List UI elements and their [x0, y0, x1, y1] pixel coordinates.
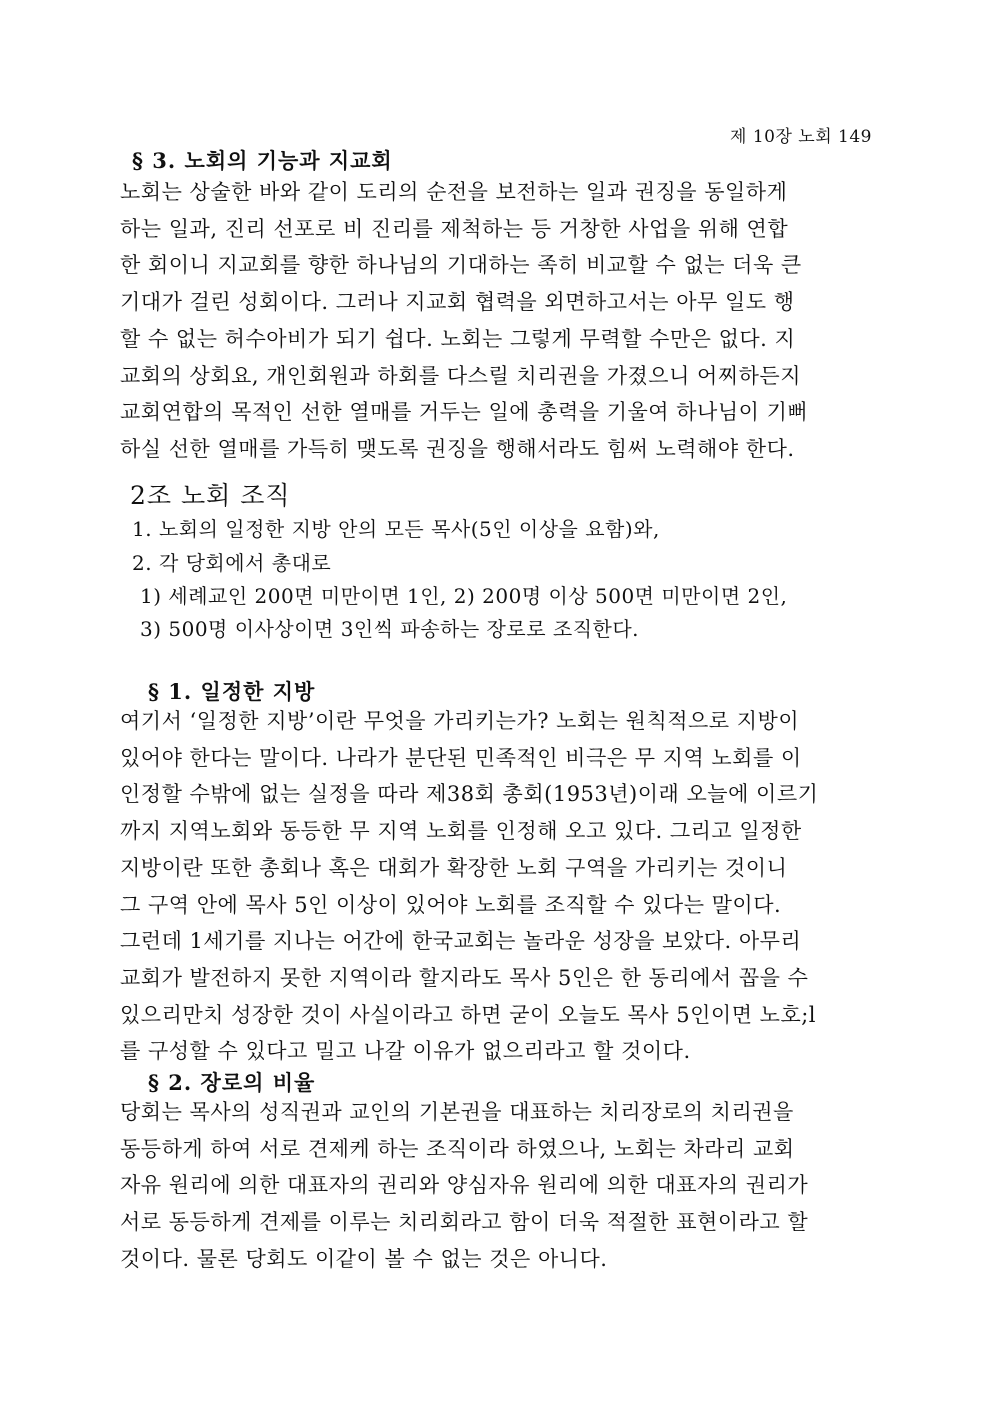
- text-line: 여기서 ‘일정한 지방’이란 무엇을 가리키는가? 노회는 원칙적으로 지방이: [120, 709, 800, 733]
- text-line: 있어야 한다는 말이다. 나라가 분단된 민족적인 비극은 무 지역 노회를 이: [120, 745, 802, 770]
- text-line: 인정할 수밖에 없는 실정을 따라 제38회 총회(1953년)이래 오늘에 이르기: [120, 782, 819, 807]
- text-line: 교회의 상회요, 개인회원과 하회를 다스릴 치리권을 가졌으니 어찌하든지: [120, 363, 801, 388]
- text-line: 한 회이니 지교회를 향한 하나님의 기대하는 족히 비교할 수 없는 더욱 큰: [120, 253, 802, 278]
- text-line: 까지 지역노회와 동등한 무 지역 노회를 인정해 오고 있다. 그리고 일정한: [120, 819, 802, 844]
- article-item: 3) 500명 이사상이면 3인씩 파송하는 장로로 조직한다.: [140, 617, 640, 641]
- article-heading: 2조 노회 조직: [130, 481, 291, 510]
- text-line: 교회연합의 목적인 선한 열매를 거두는 일에 총력을 기울여 하나님이 기뻐: [120, 400, 809, 425]
- text-line: 교회가 발전하지 못한 지역이라 할지라도 목사 5인은 한 동리에서 꼽을 수: [120, 965, 809, 990]
- section-heading: § 3. 노회의 기능과 지교회: [132, 148, 393, 173]
- text-line: 기대가 걸린 성회이다. 그러나 지교회 협력을 외면하고서는 아무 일도 행: [120, 290, 795, 315]
- text-line: 있으리만치 성장한 것이 사실이라고 하면 굳이 오늘도 목사 5인이면 노호;l: [120, 1002, 817, 1027]
- text-line: 당회는 목사의 성직권과 교인의 기본권을 대표하는 치리장로의 치리권을: [120, 1100, 794, 1124]
- section-3-heading-wrap: [132, 146, 887, 176]
- section-heading: § 1. 일정한 지방: [148, 679, 316, 704]
- section-2-body: [120, 1094, 875, 1278]
- text-line: 하실 선한 열매를 가득히 맺도록 권징을 행해서라도 힘써 노력해야 한다.: [120, 436, 795, 461]
- running-header: 제 10장 노회 149: [730, 127, 872, 147]
- text-line: 를 구성할 수 있다고 밀고 나갈 이유가 없으리라고 할 것이다.: [120, 1039, 691, 1064]
- section-1-body: [120, 703, 875, 1070]
- text-line: 것이다. 물론 당회도 이같이 볼 수 없는 것은 아니다.: [120, 1246, 608, 1271]
- text-line: 서로 동등하게 견제를 이루는 치리회라고 함이 더욱 적절한 표현이라고 할: [120, 1210, 809, 1235]
- text-line: 노회는 상술한 바와 같이 도리의 순전을 보전하는 일과 권징을 동일하게: [120, 180, 788, 204]
- text-line: 그 구역 안에 목사 5인 이상이 있어야 노회를 조직할 수 있다는 말이다.: [120, 892, 782, 917]
- text-line: 자유 원리에 의한 대표자의 권리와 양심자유 원리에 의한 대표자의 권리가: [120, 1173, 809, 1198]
- text-line: 동등하게 하여 서로 견제케 하는 조직이라 하였으나, 노회는 차라리 교회: [120, 1136, 795, 1161]
- article-item: 2. 각 당회에서 총대로: [132, 551, 332, 575]
- text-line: 하는 일과, 진리 선포로 비 진리를 제척하는 등 거창한 사업을 위해 연합: [120, 216, 789, 241]
- text-line: 그런데 1세기를 지나는 어간에 한국교회는 놀라운 성장을 보았다. 아무리: [120, 929, 802, 954]
- article-item: 1. 노회의 일정한 지방 안의 모든 목사(5인 이상을 요함)와,: [132, 517, 660, 541]
- section-heading: § 2. 장로의 비율: [148, 1070, 316, 1095]
- article-item: 1) 세례교인 200면 미만이면 1인, 2) 200명 이상 500면 미만이면 2인,: [140, 584, 788, 608]
- section-3-body: [120, 174, 875, 468]
- text-line: 할 수 없는 허수아비가 되기 쉽다. 노회는 그렇게 무력할 수만은 없다. 지: [120, 326, 796, 351]
- text-line: 지방이란 또한 총회나 혹은 대회가 확장한 노회 구역을 가리키는 것이니: [120, 855, 788, 880]
